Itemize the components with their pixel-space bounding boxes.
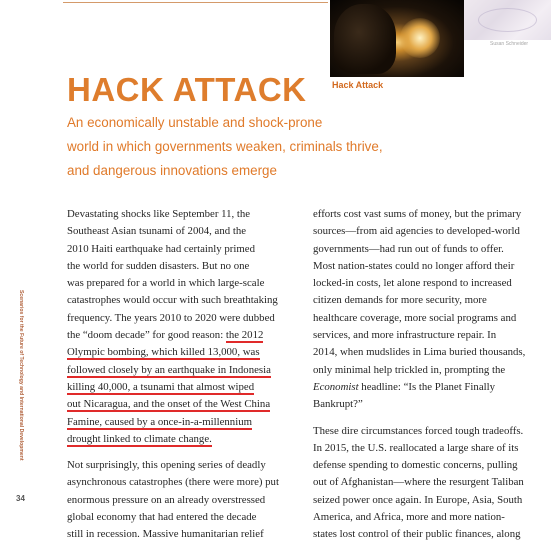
hack-attack-photo xyxy=(330,0,464,77)
article-title: HACK ATTACK xyxy=(67,71,307,108)
page-number: 34 xyxy=(16,494,25,503)
text-line xyxy=(67,379,282,396)
text-line: enormous pressure on an already overstressed xyxy=(67,493,266,506)
text-line: states lost control of their public finances, along xyxy=(313,528,521,541)
article-subtitle xyxy=(67,111,447,183)
paragraph xyxy=(67,206,282,448)
paragraph xyxy=(313,206,538,414)
text-line xyxy=(67,414,282,431)
top-rule xyxy=(63,2,328,3)
text-line: services, and more infrastructure repair. In xyxy=(313,329,497,342)
text-line: 2014, when mudslides in Lima buried thousands, xyxy=(313,346,526,359)
running-sidebar xyxy=(13,290,25,485)
italic-publication: Economist xyxy=(313,380,359,393)
text-line xyxy=(67,396,282,413)
text-line: still in recession. Massive humanitarian relief xyxy=(67,528,264,541)
text-line: catastrophes would occur with such breathtaking xyxy=(67,294,278,307)
text-line: sources—from aid agencies to developed-world xyxy=(313,225,520,238)
text-line: citizen demands for more security, more xyxy=(313,294,487,307)
subtitle-line: An economically unstable and shock-prone xyxy=(67,115,323,130)
hooded-figure xyxy=(334,4,396,74)
underlined-text: drought linked to climate change. xyxy=(67,432,212,445)
underlined-text: Famine, caused by a once-in-a-millennium xyxy=(67,415,252,428)
right-column xyxy=(313,206,538,544)
text-line: These dire circumstances forced tough tradeoffs. xyxy=(313,424,524,437)
left-column xyxy=(67,206,282,544)
text-line: seized power once again. In Europe, Asia, South xyxy=(313,493,523,506)
text-line: was prepared for a world in which large-scale xyxy=(67,277,265,290)
text-line: asynchronous catastrophes (there were more) put xyxy=(67,476,279,489)
text-line: efforts cost vast sums of money, but the primary xyxy=(313,208,522,220)
text-line: locked-in costs, let alone respond to increased xyxy=(313,277,512,290)
subtitle-line: and dangerous innovations emerge xyxy=(67,163,277,178)
text-line: healthcare coverage, more social programs and xyxy=(313,311,517,324)
underlined-text: out Nicaragua, and the onset of the West China xyxy=(67,398,271,411)
running-title: Scenarios for the Future of Technology and International Development xyxy=(18,290,24,461)
underlined-text: Olympic bombing, which killed 13,000, was xyxy=(67,346,260,359)
decorative-swatch xyxy=(464,0,551,40)
text-line: In 2015, the U.S. reallocated a large share of its xyxy=(313,441,519,454)
photo-caption: Hack Attack xyxy=(332,80,384,90)
text-line xyxy=(313,379,538,396)
text-line: only minimal help trickled in, prompting the xyxy=(313,363,506,376)
underlined-text: killing 40,000, a tsunami that almost wiped xyxy=(67,380,255,393)
text-line: out of Afghanistan—where the resurgent Taliban xyxy=(313,476,524,489)
text-line: Most nation-states could no longer afford their xyxy=(313,259,515,272)
text-line: global economy that had entered the decade xyxy=(67,511,257,524)
text-line: Southeast Asian tsunami of 2004, and the xyxy=(67,225,247,238)
text-line xyxy=(67,327,282,344)
text-line: governments—had run out of funds to offer. xyxy=(313,242,504,255)
text-line: frequency. The years 2010 to 2020 were dubbed xyxy=(67,311,275,324)
glowing-light xyxy=(400,18,440,58)
text-line: 2010 Haiti earthquake had certainly primed xyxy=(67,242,255,255)
text-segment: the “doom decade” for good reason: xyxy=(67,329,226,342)
text-line: defense spending to domestic concerns, pulling xyxy=(313,459,518,472)
text-segment: headline: “Is the Planet Finally xyxy=(358,380,496,393)
text-line xyxy=(67,362,282,379)
paragraph xyxy=(313,423,538,544)
text-line: Bankrupt?” xyxy=(313,398,363,411)
subtitle-line: world in which governments weaken, criminals thrive, xyxy=(67,139,383,154)
text-line: Not surprisingly, this opening series of deadly xyxy=(67,459,266,472)
underlined-text: the 2012 xyxy=(225,329,264,342)
text-line: Devastating shocks like September 11, the xyxy=(67,208,251,220)
text-line xyxy=(67,431,282,448)
text-line: America, and Africa, more and more nation- xyxy=(313,511,505,524)
text-line xyxy=(67,344,282,361)
photo-credit: Susan Schneider xyxy=(490,41,529,47)
underlined-text: followed closely by an earthquake in Indonesia xyxy=(67,363,271,376)
paragraph xyxy=(67,457,282,543)
text-line: the world for sudden disasters. But no one xyxy=(67,259,250,272)
